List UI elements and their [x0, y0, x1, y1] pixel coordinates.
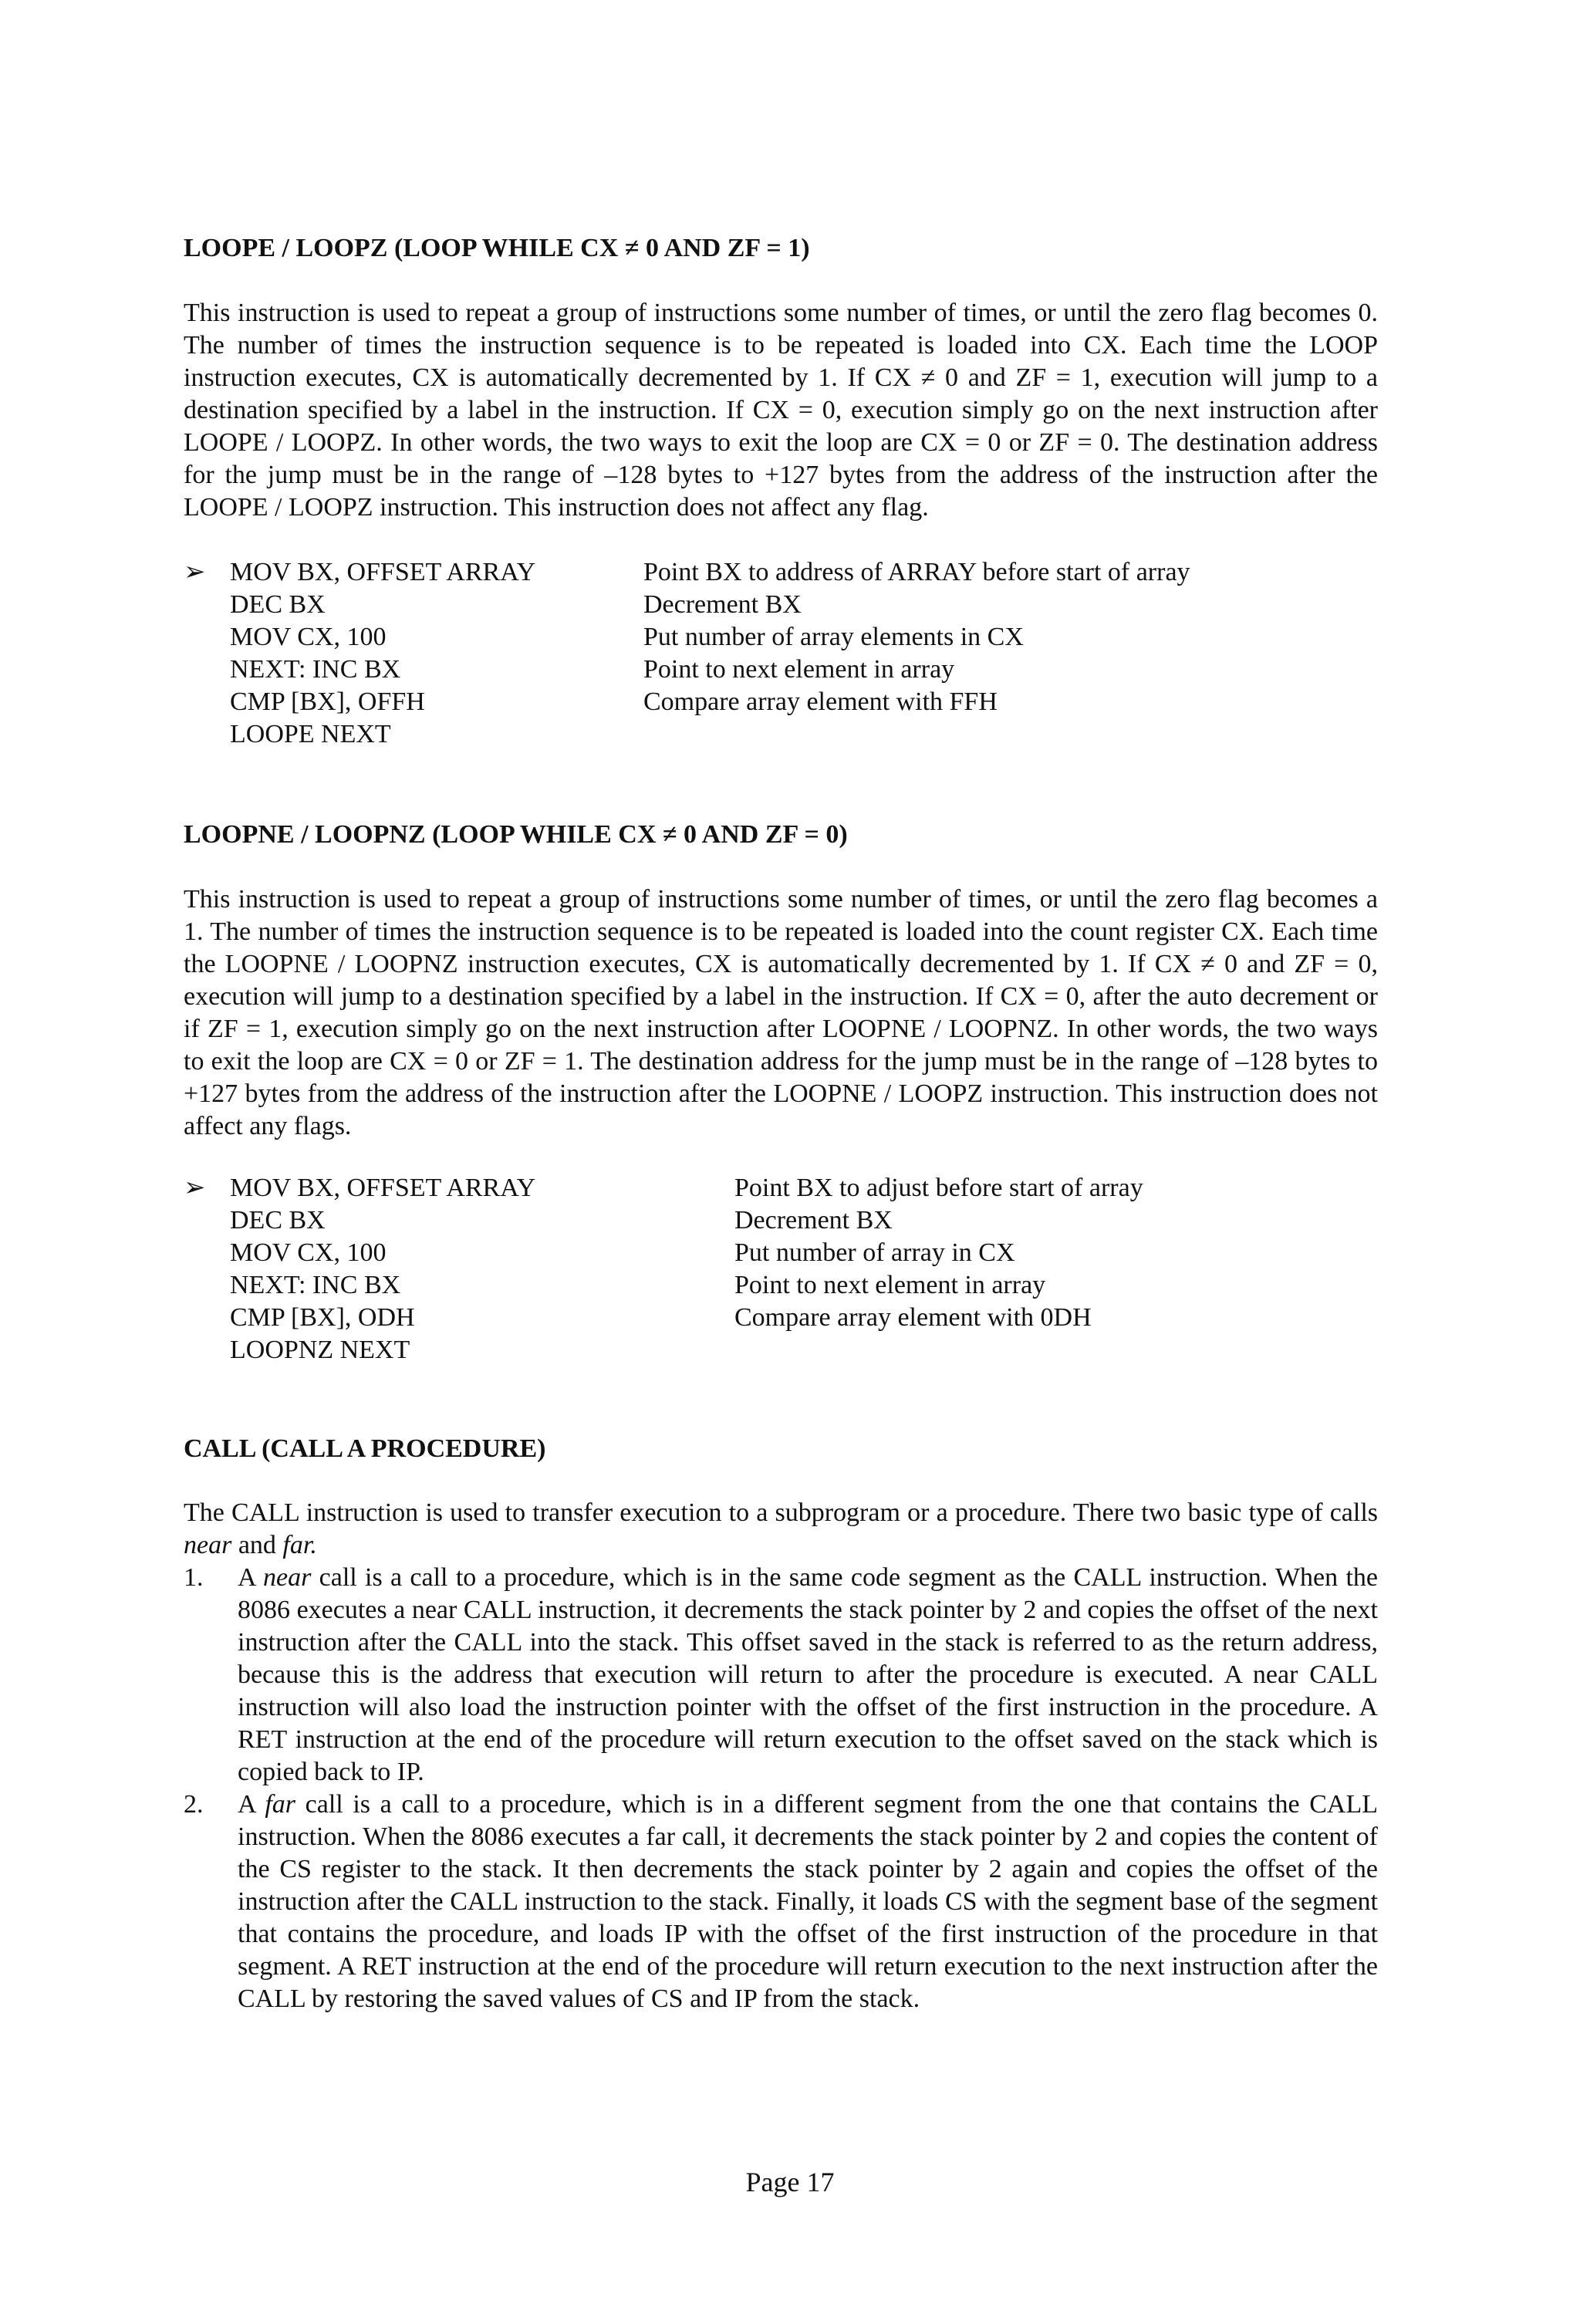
intro-near: near [184, 1531, 232, 1559]
code-instruction: MOV BX, OFFSET ARRAY [230, 558, 536, 586]
code-comment: Put number of array elements in CX [643, 623, 1024, 651]
code-comment: Point BX to address of ARRAY before start of array [643, 558, 1190, 586]
section-heading-call: CALL (CALL A PROCEDURE) [184, 1434, 546, 1463]
list-item [184, 1789, 1378, 2015]
code-line [184, 718, 1378, 751]
code-instruction: LOOPNZ NEXT [230, 1336, 410, 1364]
code-line [184, 621, 1378, 654]
code-line [184, 589, 1378, 621]
code-comment: Compare array element with 0DH [734, 1303, 1092, 1332]
section-heading-loope: LOOPE / LOOPZ (LOOP WHILE CX ≠ 0 AND ZF = 1) [184, 234, 810, 262]
code-line [184, 1237, 1378, 1269]
code-instruction: NEXT: INC BX [230, 1271, 401, 1299]
list-item-lead: A [238, 1790, 265, 1819]
list-item-text: call is a call to a procedure, which is in a different segment from the one that contains the CALL instruction. When the 8086 executes a far call, it decrements the stack pointer by 2 and copies the content of the CS register to the stack. It then decrements the stack pointer by 2 again and copies the offset of the instruction after the CALL instruction to the stack. Finally, it loads CS with the segment base of the segment that contains the procedure, and loads IP with the offset of the first instruction of the procedure in that segment. A RET instruction at the end of the procedure will return execution to the next instruction after the CALL by restoring the saved values of CS and IP from the stack. [238, 1790, 1378, 2013]
intro-and: and [231, 1531, 283, 1559]
section-heading-loopne: LOOPNE / LOOPNZ (LOOP WHILE CX ≠ 0 AND ZF = 0) [184, 820, 848, 849]
code-instruction: LOOPE NEXT [230, 720, 391, 748]
code-instruction: NEXT: INC BX [230, 655, 401, 684]
intro-text: The CALL instruction is used to transfer execution to a subprogram or a procedure. There two basic type of calls [184, 1498, 1378, 1527]
code-comment: Decrement BX [734, 1206, 893, 1235]
intro-far: far. [282, 1531, 317, 1559]
paragraph-loopne: This instruction is used to repeat a group of instructions some number of times, or until the zero flag becomes a 1. The number of times the instruction sequence is to be repeated is loaded into the count register CX. Each time the LOOPNE / LOOPNZ instruction executes, CX is automatically decremented by 1. If CX ≠ 0 and ZF = 0, execution will jump to a destination specified by a label in the instruction. If CX = 0, after the auto decrement or if ZF = 1, execution simply go on the next instruction after LOOPNE / LOOPNZ. In other words, the two ways to exit the loop are CX = 0 or ZF = 1. The destination address for the jump must be in the range of –128 bytes to +127 bytes from the address of the instruction after the LOOPNE / LOOPZ instruction. This instruction does not affect any flags. [184, 885, 1378, 1140]
code-instruction: CMP [BX], OFFH [230, 687, 425, 716]
code-instruction: DEC BX [230, 590, 326, 619]
code-comment: Point to next element in array [734, 1271, 1046, 1299]
code-example-loope [184, 556, 1378, 751]
code-line [184, 686, 1378, 718]
code-line [184, 1334, 1378, 1366]
code-instruction: CMP [BX], ODH [230, 1303, 415, 1332]
code-instruction: MOV BX, OFFSET ARRAY [230, 1174, 536, 1202]
code-instruction: DEC BX [230, 1206, 326, 1235]
code-line [184, 1269, 1378, 1302]
code-example-loopne [184, 1172, 1378, 1366]
code-comment: Point BX to adjust before start of array [734, 1174, 1143, 1202]
code-line [184, 1302, 1378, 1334]
list-number: 2. [184, 1790, 204, 1819]
code-instruction: MOV CX, 100 [230, 1238, 387, 1267]
code-comment: Put number of array in CX [734, 1238, 1015, 1267]
code-line [184, 1172, 1378, 1204]
arrow-bullet-icon: ➢ [184, 558, 206, 586]
code-comment: Point to next element in array [643, 655, 955, 684]
list-item-lead: A [238, 1563, 263, 1592]
arrow-bullet-icon: ➢ [184, 1174, 206, 1202]
code-comment: Compare array element with FFH [643, 687, 998, 716]
list-number: 1. [184, 1563, 204, 1592]
list-item-text: call is a call to a procedure, which is in the same code segment as the CALL instruction. When the 8086 executes a near CALL instruction, it decrements the stack pointer by 2 and copies the offset of the next instruction after the CALL into the stack. This offset saved in the stack is referred to as the return address, because this is the address that execution will return to after the procedure is executed. A near CALL instruction will also load the instruction pointer with the offset of the first instruction in the procedure. A RET instruction at the end of the procedure will return execution to the offset saved on the stack which is copied back to IP. [238, 1563, 1378, 1786]
code-line [184, 654, 1378, 686]
code-comment: Decrement BX [643, 590, 802, 619]
paragraph-call-intro [184, 1497, 1378, 1562]
code-line [184, 1204, 1378, 1237]
page-number: Page 17 [745, 2167, 835, 2197]
code-instruction: MOV CX, 100 [230, 623, 387, 651]
call-types-list [184, 1562, 1378, 2015]
list-item-term: near [263, 1563, 312, 1592]
list-item [184, 1562, 1378, 1789]
list-item-term: far [265, 1790, 296, 1819]
code-line [184, 556, 1378, 589]
paragraph-loope: This instruction is used to repeat a group of instructions some number of times, or until the zero flag becomes 0. The number of times the instruction sequence is to be repeated is loaded into CX. Each time the LOOP instruction executes, CX is automatically decremented by 1. If CX ≠ 0 and ZF = 1, execution will jump to a destination specified by a label in the instruction. If CX = 0, execution simply go on the next instruction after LOOPE / LOOPZ. In other words, the two ways to exit the loop are CX = 0 or ZF = 0. The destination address for the jump must be in the range of –128 bytes to +127 bytes from the address of the instruction after the LOOPE / LOOPZ instruction. This instruction does not affect any flag. [184, 299, 1378, 522]
